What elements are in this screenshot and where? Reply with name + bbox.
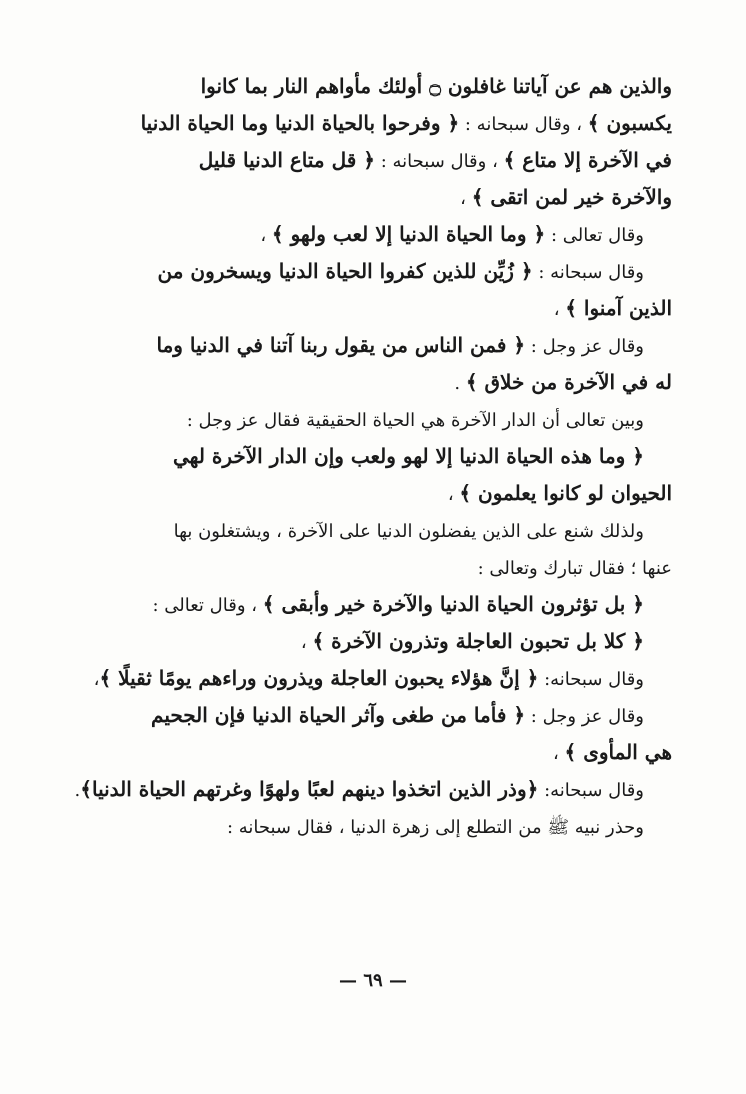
quran-verse-text: في الآخرة إلا متاع ﴾ [503, 148, 672, 172]
text-line [62, 512, 672, 549]
text-line [62, 142, 672, 179]
narration-text: ، وقال تعالى : [152, 595, 263, 616]
text-line [62, 697, 672, 734]
narration-text: ، وقال سبحانه : [374, 151, 504, 172]
narration-text: وقال سبحانه : [532, 262, 644, 283]
text-line [62, 401, 672, 438]
quran-verse-text: ﴿وذر الذين اتخذوا دينهم لعبًا ولهوًا وغرتهم الحياة الدنيا﴾ [80, 777, 539, 801]
text-line [62, 364, 672, 401]
quran-verse-text: ﴿ فمن الناس من يقول ربنا آتنا في الدنيا وما [156, 333, 526, 357]
quran-verse-text: الحيوان لو كانوا يعلمون ﴾ [459, 481, 672, 505]
narration-text: ، [553, 299, 566, 320]
narration-text: ، [447, 484, 460, 505]
text-line [62, 68, 672, 105]
narration-text: ، [460, 188, 472, 209]
narration-text: وبين تعالى أن الدار الآخرة هي الحياة الحقيقية فقال عز وجل : [186, 410, 644, 431]
narration-text: وقال سبحانه: [538, 780, 644, 801]
narration-text: وحذر نبيه ﷺ من التطلع إلى زهرة الدنيا ، فقال سبحانه : [226, 817, 644, 838]
body-text [62, 68, 672, 845]
quran-verse-text: هي المأوى ﴾ [564, 740, 672, 764]
narration-text: وقال سبحانه: [538, 669, 644, 690]
text-line [62, 586, 672, 623]
narration-text: عنها ؛ فقال تبارك وتعالى : [477, 558, 672, 579]
text-line [62, 327, 672, 364]
quran-verse-text: ﴿ بل تؤثرون الحياة الدنيا والآخرة خير وأبقى ﴾ [262, 592, 644, 616]
quran-verse-text: ﴿ إنَّ هؤلاء يحبون العاجلة ويذرون وراءهم يومًا ثقيلًا ﴾ [99, 666, 539, 690]
quran-verse-text: ﴿ زُيِّن للذين كفروا الحياة الدنيا ويسخرون من [157, 259, 533, 283]
text-line [62, 179, 672, 216]
text-line [62, 290, 672, 327]
narration-text: ، [552, 743, 565, 764]
text-line [62, 253, 672, 290]
quran-verse-text: الذين آمنوا ﴾ [565, 296, 672, 320]
text-line [62, 734, 672, 771]
narration-text: ، [260, 225, 272, 246]
text-line [62, 216, 672, 253]
text-line [62, 771, 672, 808]
quran-verse-text: ﴿ وما هذه الحياة الدنيا إلا لهو ولعب وإن الدار الآخرة لهي [172, 444, 644, 468]
text-line [62, 549, 672, 586]
text-line [62, 438, 672, 475]
narration-text: وقال عز وجل : [525, 336, 644, 357]
quran-verse-text: والآخرة خير لمن اتقى ﴾ [471, 185, 672, 209]
quran-verse-text: له في الآخرة من خلاق ﴾ [465, 370, 672, 394]
text-line [62, 660, 672, 697]
quran-verse-text: ﴿ وما الحياة الدنيا إلا لعب ولهو ﴾ [271, 222, 546, 246]
narration-text: ، [300, 632, 313, 653]
narration-text: ، وقال سبحانه : [459, 114, 588, 135]
quran-verse-text: ﴿ كلا بل تحبون العاجلة وتذرون الآخرة ﴾ [312, 629, 644, 653]
quran-verse-text: ﴿ فأما من طغى وآثر الحياة الدنيا فإن الجحيم [151, 703, 526, 727]
text-line [62, 808, 672, 845]
page-number: — ٦٩ — [339, 970, 407, 991]
quran-verse-text: والذين هم عن آياتنا غافلون ۝ أولئك مأواهم النار بما كانوا [200, 74, 672, 98]
quran-verse-text: ﴿ وفرحوا بالحياة الدنيا وما الحياة الدنيا [140, 111, 460, 135]
narration-text: وقال تعالى : [545, 225, 644, 246]
text-line [62, 623, 672, 660]
text-line [62, 475, 672, 512]
narration-text: . [74, 780, 81, 801]
quran-verse-text: ﴿ قل متاع الدنيا قليل [198, 148, 375, 172]
text-line [62, 105, 672, 142]
narration-text: وقال عز وجل : [525, 706, 644, 727]
narration-text: . [454, 373, 466, 394]
quran-verse-text: يكسبون ﴾ [587, 111, 672, 135]
narration-text: ولذلك شنع على الذين يفضلون الدنيا على الآخرة ، ويشتغلون بها [173, 521, 644, 542]
narration-text: ، [93, 669, 100, 690]
